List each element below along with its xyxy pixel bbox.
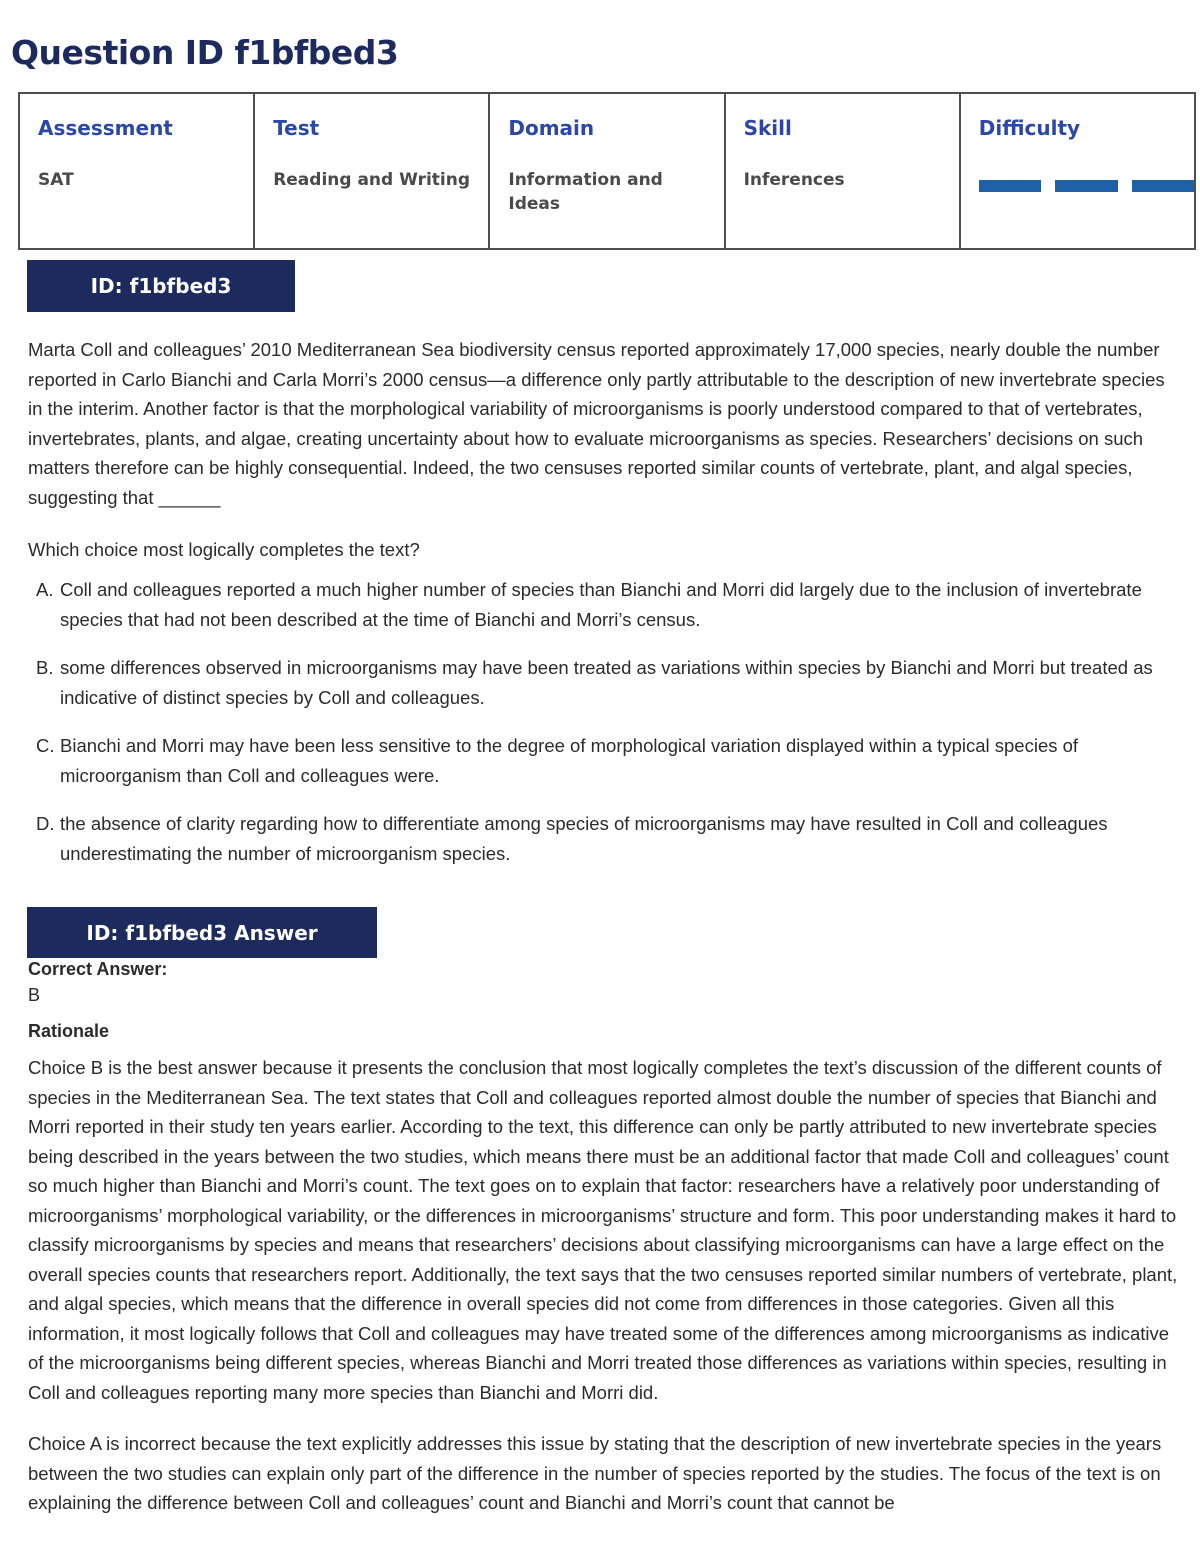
domain-value: Information and Ideas [508,170,663,214]
question-metadata-table [18,92,1196,250]
skill-value: Inferences [743,170,845,190]
question-prompt: Which choice most logically completes the text? [28,539,420,560]
difficulty-cell [960,93,1195,249]
question-id-banner: ID: f1bfbed3 [27,260,295,312]
test-value: Reading and Writing [273,170,471,190]
choice-text: the absence of clarity regarding how to differentiate among species of microorganisms may have resulted in Coll and colleagues underestimating the number of microorganism species. [60,813,1108,864]
rationale-heading: Rationale [28,1021,110,1041]
correct-answer-label: Correct Answer: [28,959,168,979]
choice-a [36,575,1176,634]
assessment-value: SAT [38,170,74,190]
correct-answer-value: B [28,985,41,1005]
domain-cell [489,93,724,249]
difficulty-bar [1055,180,1117,192]
rationale-choice-b: Choice B is the best answer because it presents the conclusion that most logically completes the text’s discussion of the different counts of species in the Mediterranean Sea. The text states that Coll and colleagues reported almost double the number of species that Bianchi and Morri reported in their study ten years earlier. According to the text, this difference can only be partly attributed to new invertebrate species being described in the years between the two studies, which means there must be an additional factor that made Coll and colleagues’ count so much higher than Bianchi and Morri’s count. The text goes on to explain that factor: researchers have a relatively poor understanding of microorganisms’ morphological variability, or the differences in microorganisms’ structure and form. This poor understanding makes it hard to classify microorganisms by species and means that researchers’ decisions about classifying microorganisms can have a large effect on the overall species counts that researchers report. Additionally, the text says that the two censuses reported similar numbers of vertebrate, plant, and algal species, which means that the difference in overall species did not come from differences in those categories. Given all this information, it most logically follows that Coll and colleagues may have treated some of the differences among microorganisms as indicative of the microorganisms being different species, whereas Bianchi and Morri treated those differences as variations within species, resulting in Coll and colleagues reporting many more species than Bianchi and Morri did. [28,1057,1178,1403]
difficulty-bar [979,180,1041,192]
rationale-choice-a: Choice A is incorrect because the text explicitly addresses this issue by stating that the description of new invertebrate species in the years between the two studies can explain only part of the difference in the number of species reported by the studies. The focus of the text is on explaining the difference between Coll and colleagues’ count and Bianchi and Morri’s count that cannot be [28,1433,1162,1513]
choice-text: Coll and colleagues reported a much higher number of species than Bianchi and Morri did largely due to the inclusion of invertebrate species that had not been described at the time of Bianchi and Morri’s census. [60,579,1142,630]
test-cell [254,93,489,249]
difficulty-bar [1132,180,1194,192]
choice-c [36,731,1176,790]
choice-letter: A. [36,579,54,600]
choice-text: some differences observed in microorganisms may have been treated as variations within species by Bianchi and Morri but treated as indicative of distinct species by Coll and colleagues. [60,657,1153,708]
choice-d [36,809,1176,868]
skill-header: Skill [743,116,792,140]
choice-b [36,653,1176,712]
answer-block [28,957,1178,1518]
difficulty-indicator [979,180,1194,192]
choice-letter: D. [36,813,55,834]
choice-letter: B. [36,657,54,678]
difficulty-header: Difficulty [978,116,1081,140]
assessment-cell [19,93,254,249]
domain-header: Domain [508,116,595,140]
question-passage: Marta Coll and colleagues’ 2010 Mediterranean Sea biodiversity census reported approximately 17,000 species, nearly double the number reported in Carlo Bianchi and Carla Morri’s 2000 census—a difference only partly attributable to the description of new invertebrate species in the interim. Another factor is that the morphological variability of microorganisms is poorly understood compared to that of vertebrates, invertebrates, plants, and algae, creating uncertainty about how to evaluate microorganisms as species. Researchers’ decisions on such matters therefore can be highly consequential. Indeed, the two censuses reported similar counts of vertebrate, plant, and algal species, suggesting that ______ [28,339,1165,508]
test-header: Test [273,116,320,140]
choice-text: Bianchi and Morri may have been less sensitive to the degree of morphological variation displayed within a typical species of microorganism than Coll and colleagues were. [60,735,1079,786]
page-title: Question ID f1bfbed3 [11,33,399,72]
answer-id-banner: ID: f1bfbed3 Answer [27,907,377,958]
answer-choices [36,575,1176,887]
assessment-header: Assessment [38,116,173,140]
question-passage-block [28,335,1178,565]
choice-letter: C. [36,735,55,756]
skill-cell [725,93,960,249]
